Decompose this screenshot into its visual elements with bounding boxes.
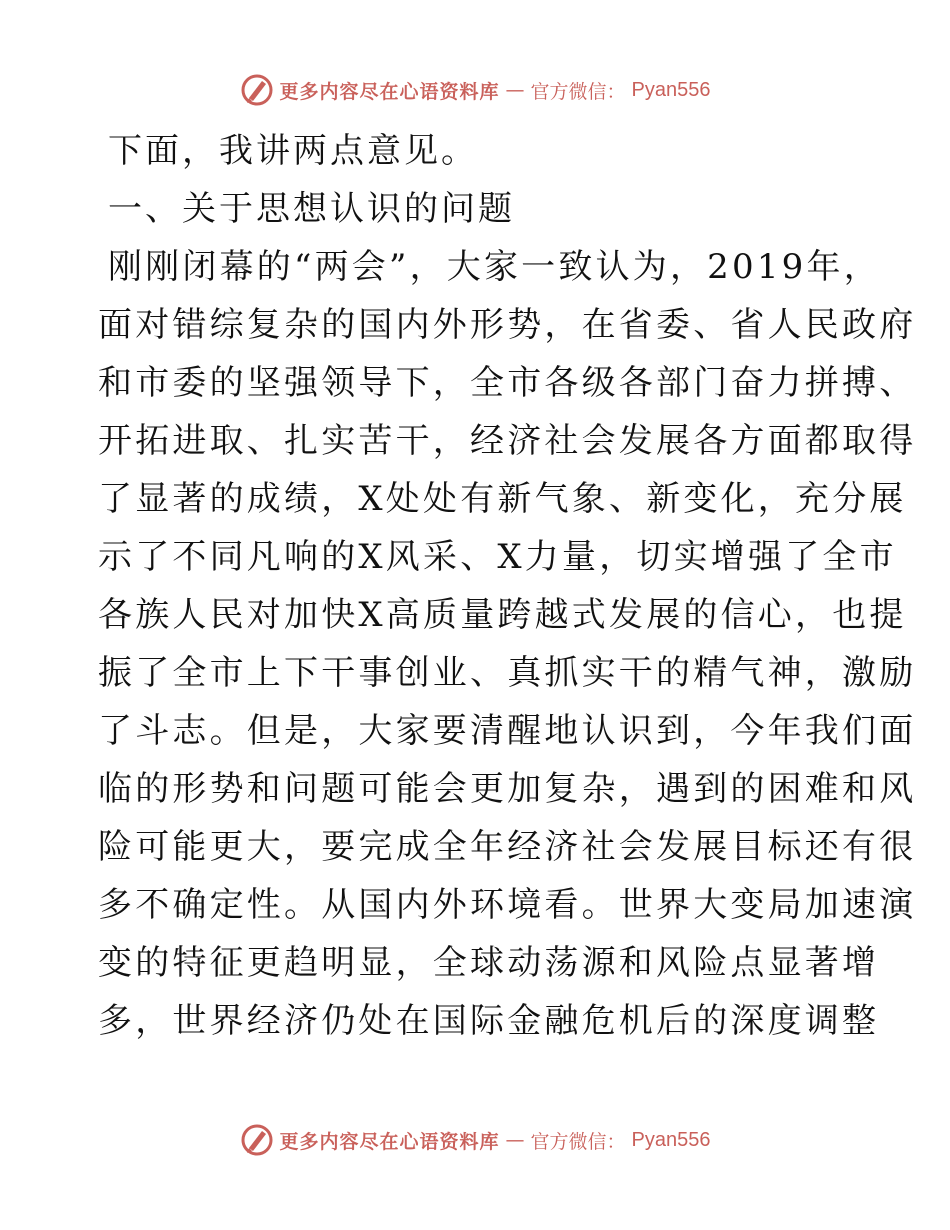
- watermark-sub-text: 官方微信：: [530, 1130, 626, 1153]
- paragraph-line: 多不确定性。从国内外环境看。世界大变局加速演: [98, 885, 917, 925]
- paragraph-line: 和市委的坚强领导下，全市各级各部门奋力拼搏、: [98, 363, 917, 403]
- paragraph-line: 振了全市上下干事创业、真抓实干的精气神，激励: [98, 653, 917, 693]
- paragraph-line: 各族人民对加快X高质量跨越式发展的信心，也提: [98, 595, 907, 635]
- document-body: [98, 122, 917, 1050]
- header-watermark: [0, 72, 950, 108]
- watermark-separator: —: [505, 79, 525, 101]
- paragraph: [98, 238, 917, 1050]
- paragraph-line: 多，世界经济仍处在国际金融危机后的深度调整: [98, 1001, 880, 1041]
- watermark-main-text: 更多内容尽在心语资料库: [279, 80, 500, 103]
- watermark-separator: —: [505, 1129, 525, 1151]
- paragraph-line: 险可能更大，要完成全年经济社会发展目标还有很: [98, 827, 917, 867]
- paragraph-line: 刚刚闭幕的“两会”，大家一致认为，2019年，: [108, 247, 881, 287]
- footer-watermark: [0, 1122, 950, 1158]
- paragraph-line: 临的形势和问题可能会更加复杂，遇到的困难和风: [98, 769, 917, 809]
- watermark-sub-text: 官方微信：: [530, 80, 626, 103]
- intro-line: 下面，我讲两点意见。: [108, 131, 478, 171]
- pen-circle-logo-icon: [240, 1123, 274, 1157]
- paragraph-line: 了斗志。但是，大家要清醒地认识到，今年我们面: [98, 711, 917, 751]
- paragraph-line: 示了不同凡响的X风采、X力量，切实增强了全市: [98, 537, 897, 577]
- paragraph-line: 面对错综复杂的国内外形势，在省委、省人民政府: [98, 305, 917, 345]
- paragraph-line: 变的特征更趋明显，全球动荡源和风险点显著增: [98, 943, 880, 983]
- section-title: 一、关于思想认识的问题: [108, 189, 515, 229]
- watermark-wechat-id: Pyan556: [631, 1128, 711, 1151]
- paragraph-line: 了显著的成绩，X处处有新气象、新变化，充分展: [98, 479, 907, 519]
- pen-circle-logo-icon: [240, 73, 274, 107]
- paragraph-line: 开拓进取、扎实苦干，经济社会发展各方面都取得: [98, 421, 917, 461]
- watermark-main-text: 更多内容尽在心语资料库: [279, 1130, 500, 1153]
- watermark-wechat-id: Pyan556: [631, 78, 711, 101]
